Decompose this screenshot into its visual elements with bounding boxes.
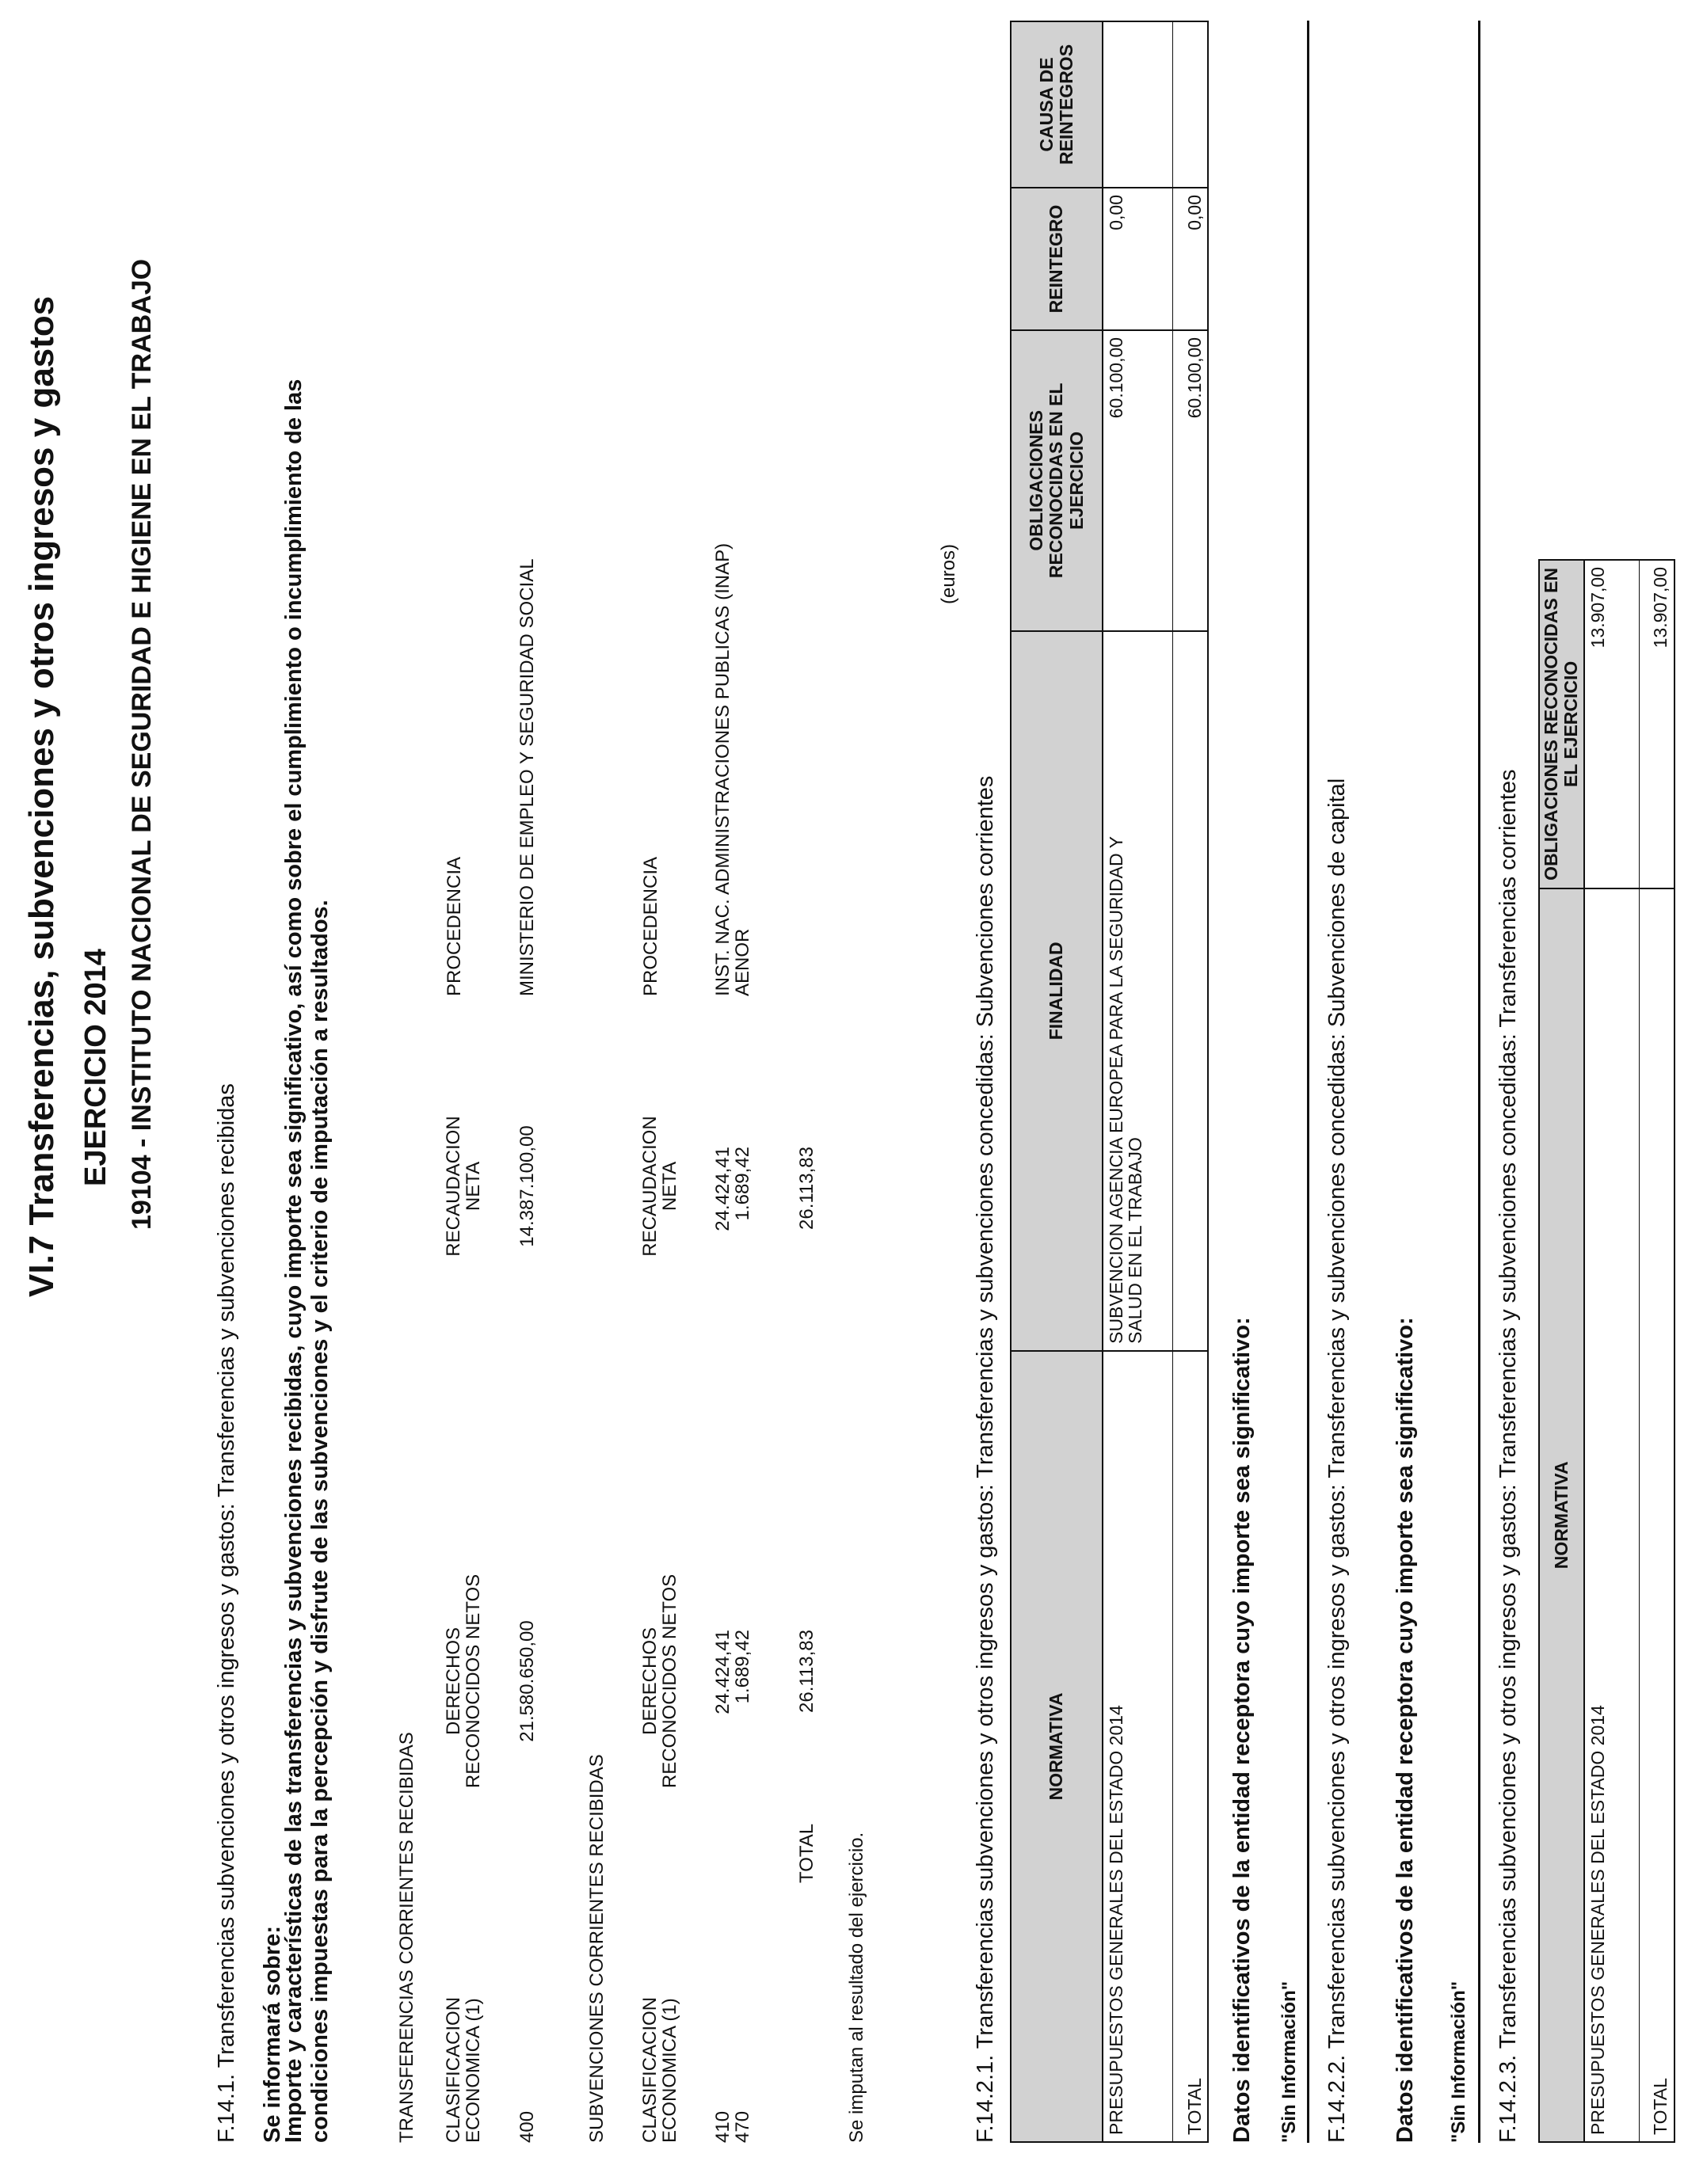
th-normativa: NORMATIVA: [1011, 1351, 1103, 2142]
total-label: TOTAL: [796, 1823, 817, 1883]
cell-finalidad: SUBVENCION AGENCIA EUROPEA PARA LA SEGURIDAD Y SALUD EN EL TRABAJO: [1103, 631, 1172, 1351]
fiscal-year: EJERCICIO 2014: [79, 949, 112, 1186]
row-codes: 410 470: [712, 2110, 754, 2143]
col-procedencia: PROCEDENCIA: [640, 856, 661, 996]
cell-total-reintegro: 0,00: [1172, 188, 1208, 330]
table-total-row: [1640, 560, 1674, 2142]
th-causa: CAUSA DE REINTEGROS: [1011, 21, 1103, 188]
cell-total-obligaciones: 60.100,00: [1172, 330, 1208, 631]
datos-heading: Datos identificativos de la entidad receptora cuyo importe sea significativo:: [1393, 1317, 1418, 2143]
col-recaudacion: RECAUDACION NETA: [443, 1116, 485, 1257]
section-title-f1411: F.14.1. Transferencias subvenciones y otros ingresos y gastos: Transferencias y subvenciones recibidas: [214, 1083, 239, 2143]
entity-name: 19104 - INSTITUTO NACIONAL DE SEGURIDAD E HIGIENE EN EL TRABAJO: [127, 258, 157, 1230]
table-subvenciones-corrientes: [1010, 21, 1209, 2143]
row-procedencia: MINISTERIO DE EMPLEO Y SEGURIDAD SOCIAL: [516, 558, 538, 996]
th-reintegro: REINTEGRO: [1011, 188, 1103, 330]
col-recaudacion: RECAUDACION NETA: [639, 1116, 681, 1257]
col-procedencia: PROCEDENCIA: [444, 856, 465, 996]
table-transferencias-corrientes: [1538, 559, 1675, 2143]
sin-informacion: "Sin Información": [1448, 1980, 1469, 2143]
divider: [1307, 21, 1309, 2143]
cell-causa: [1103, 21, 1172, 188]
section-title-f1421: F.14.2.1. Transferencias subvenciones y otros ingresos y gastos: Transferencias y subvenciones concedidas: Subvenciones corrientes: [973, 775, 998, 2143]
cell-obligaciones: 60.100,00: [1103, 330, 1172, 631]
row-code: 400: [516, 2110, 538, 2143]
cell-normativa: PRESUPUESTOS GENERALES DEL ESTADO 2014: [1584, 888, 1640, 2142]
section-title-f1422: F.14.2.2. Transferencias subvenciones y otros ingresos y gastos: Transferencias y subvenciones concedidas: Subvenciones de capital: [1324, 778, 1350, 2143]
row-derechos: 21.580.650,00: [516, 1620, 538, 1742]
page-title: VI.7 Transferencias, subvenciones y otros ingresos y gastos: [22, 295, 61, 1297]
units-label: (euros): [938, 543, 959, 604]
intro-line-1: Importe y características de las transferencias y subvenciones recibidas, cuyo importe sea significativo, así como sobre el cumplimiento o incumplimiento de las: [281, 379, 307, 2143]
th-normativa: NORMATIVA: [1539, 888, 1584, 2142]
col-clasificacion: CLASIFICACION ECONOMICA (1): [639, 1996, 681, 2143]
cell-total-obligaciones: 13.907,00: [1640, 560, 1674, 888]
cell-normativa: PRESUPUESTOS GENERALES DEL ESTADO 2014: [1103, 1351, 1172, 2142]
divider: [1478, 21, 1480, 2143]
row-derechos: 24.424,41 1.689,42: [712, 1630, 754, 1714]
cell-total-label: TOTAL: [1640, 888, 1674, 2142]
col-clasificacion: CLASIFICACION ECONOMICA (1): [443, 1996, 485, 2143]
footnote: Se imputan al resultado del ejercicio.: [846, 1832, 867, 2143]
intro-line-2: condiciones impuestas para la percepción y disfrute de las subvenciones y el criterio de imputación a resultados.: [307, 900, 333, 2143]
col-derechos: DERECHOS RECONOCIDOS NETOS: [639, 1573, 681, 1789]
row-procedencia: INST. NAC. ADMINISTRACIONES PUBLICAS (INAP) AENOR: [712, 542, 754, 996]
th-obligaciones: OBLIGACIONES RECONOCIDAS EN EL EJERCICIO: [1539, 560, 1584, 888]
th-finalidad: FINALIDAD: [1011, 631, 1103, 1351]
th-obligaciones: OBLIGACIONES RECONOCIDAS EN EL EJERCICIO: [1011, 330, 1103, 631]
table-row: [1584, 560, 1640, 2142]
cell-obligaciones: 13.907,00: [1584, 560, 1640, 888]
col-derechos: DERECHOS RECONOCIDOS NETOS: [443, 1573, 485, 1789]
transferencias-heading: TRANSFERENCIAS CORRIENTES RECIBIDAS: [396, 1732, 417, 2143]
datos-heading: Datos identificativos de la entidad receptora cuyo importe sea significativo:: [1229, 1317, 1255, 2143]
total-derechos: 26.113,83: [796, 1630, 817, 1713]
section-title-f1423: F.14.2.3. Transferencias subvenciones y otros ingresos y gastos: Transferencias y subvenciones concedidas: Transferencias corrientes: [1495, 769, 1521, 2143]
row-recaudacion: 14.387.100,00: [516, 1125, 538, 1247]
table-row: [1103, 21, 1172, 2142]
cell-reintegro: 0,00: [1103, 188, 1172, 330]
cell-total-label: TOTAL: [1172, 1351, 1208, 2142]
total-recaudacion: 26.113,83: [796, 1147, 817, 1230]
table-total-row: [1172, 21, 1208, 2142]
sin-informacion: "Sin Información": [1278, 1980, 1300, 2143]
row-recaudacion: 24.424,41 1.689,42: [712, 1147, 754, 1231]
subvenciones-heading: SUBVENCIONES CORRIENTES RECIBIDAS: [586, 1754, 608, 2143]
intro-heading: Se informará sobre:: [260, 1926, 285, 2143]
